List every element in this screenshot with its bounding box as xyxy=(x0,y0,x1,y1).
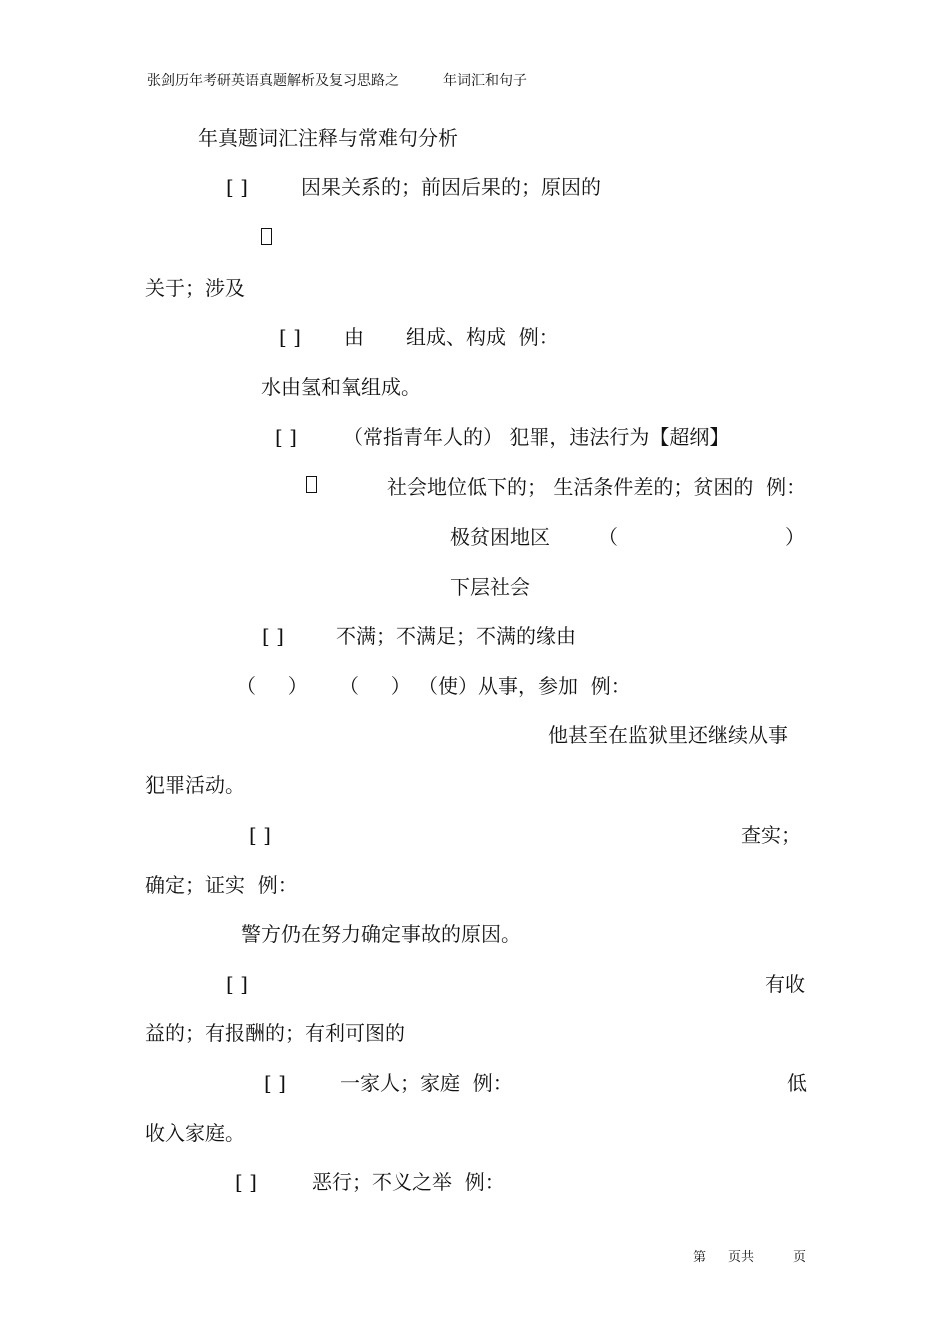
running-header-right: 年词汇和句子 xyxy=(443,73,527,89)
phonetic-bracket: [ ] xyxy=(226,972,248,996)
definition-text: 关于；涉及 xyxy=(145,276,245,300)
example-text: 水由氢和氧组成。 xyxy=(261,375,421,399)
page-footer-mid: 页共 xyxy=(728,1250,755,1265)
example-text: 收入家庭。 xyxy=(145,1121,245,1145)
definition-text: 恶行；不义之举 例： xyxy=(312,1170,505,1194)
example-text: 低 xyxy=(787,1071,807,1095)
example-text: 极贫困地区 xyxy=(450,525,550,549)
definition-text: 因果关系的；前因后果的；原因的 xyxy=(301,175,601,199)
paren-group: （ ） xyxy=(236,674,308,698)
example-text: 下层社会 xyxy=(450,575,530,599)
missing-glyph-icon xyxy=(306,476,317,493)
section-title: 年真题词汇注释与常难句分析 xyxy=(198,126,458,150)
page-footer-end: 页 xyxy=(793,1250,807,1265)
example-text: 警方仍在努力确定事故的原因。 xyxy=(241,922,521,946)
paren-group: （ ） xyxy=(339,674,411,698)
definition-text: 组成、构成 例： xyxy=(406,325,559,349)
paren-open: （ xyxy=(598,525,618,549)
definition-text: （使）从事，参加 例： xyxy=(418,674,631,698)
phonetic-bracket: [ ] xyxy=(264,1071,286,1095)
paren-close: ） xyxy=(785,525,805,549)
running-header-left: 张剑历年考研英语真题解析及复习思路之 xyxy=(147,73,399,89)
phonetic-bracket: [ ] xyxy=(279,325,301,349)
definition-text: 查实； xyxy=(741,823,801,847)
definition-text: 不满；不满足；不满的缘由 xyxy=(336,624,576,648)
phonetic-bracket: [ ] xyxy=(235,1170,257,1194)
example-text: 他甚至在监狱里还继续从事 xyxy=(548,723,788,747)
definition-text: 由 xyxy=(344,325,364,349)
definition-text: 有收 xyxy=(765,972,805,996)
phonetic-bracket: [ ] xyxy=(226,175,248,199)
example-text: 犯罪活动。 xyxy=(145,773,245,797)
phonetic-bracket: [ ] xyxy=(249,823,271,847)
definition-text: 一家人；家庭 例： xyxy=(340,1071,513,1095)
missing-glyph-icon xyxy=(261,228,272,245)
definition-text: 益的；有报酬的；有利可图的 xyxy=(145,1021,405,1045)
phonetic-bracket: [ ] xyxy=(262,624,284,648)
phonetic-bracket: [ ] xyxy=(275,425,297,449)
page-footer-word: 第 xyxy=(693,1250,707,1265)
definition-text: （常指青年人的） 犯罪，违法行为【超纲】 xyxy=(343,425,730,449)
definition-text: 社会地位低下的； 生活条件差的；贫困的 例： xyxy=(387,475,807,499)
definition-text: 确定；证实 例： xyxy=(145,873,298,897)
